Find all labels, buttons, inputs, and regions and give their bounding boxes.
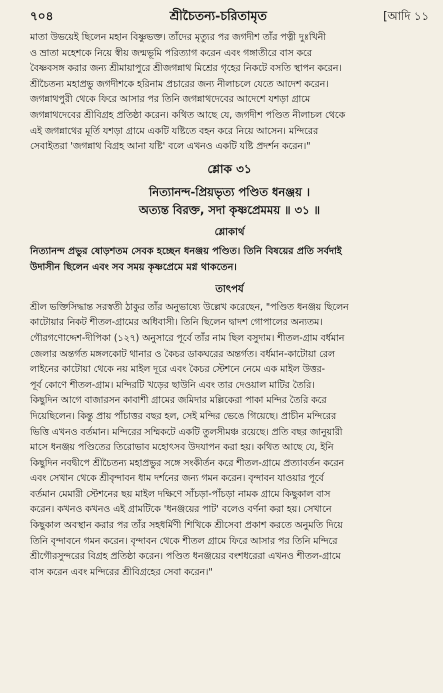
translation-block <box>30 244 429 276</box>
text-line: পূর্ব কোণে শীতল-গ্রাম। মন্দিরটি খড়ের ছাউনি এবং তার দেওয়াল মাটির তৈরি। <box>30 379 315 391</box>
intro-paragraph <box>30 30 429 155</box>
page-header <box>30 8 429 30</box>
text-line: কিছুদিন আগে বাজারসন কাবাশী গ্রামের জমিদার মল্লিকেরা পাকা মন্দির তৈরি করে <box>30 395 327 407</box>
text-line: এবং সেখান থেকে শ্রীবৃন্দাবন ধাম দর্শনের জন্য গমন করেন। বৃন্দাবন যাওয়ার পূর্বে <box>30 473 324 485</box>
text-line: শ্রীল ভক্তিসিদ্ধান্ত সরস্বতী ঠাকুর তাঁর অনুভাষ্যে উল্লেখ করেছেন, "পণ্ডিত ধনঞ্জয় ছিলেন <box>30 301 349 313</box>
text-line: কিছুকাল অবস্থান করার পর তাঁর সহধর্মিণী শিখিকে শ্রীসেবা প্রকাশ করতে অনুমতি দিয়ে <box>30 520 343 532</box>
chapter-reference: [আদি ১১ <box>383 9 429 23</box>
page-number: ৭০৪ <box>30 9 54 23</box>
verse-block <box>30 183 429 219</box>
text-line: বৈষ্ণবসঙ্গ করার জন্য শ্রীমায়াপুরে শ্রীজগন্নাথ মিশ্রের গৃহের নিকটে বসতি স্থাপন করেন। <box>30 63 342 75</box>
text-line: কাটোয়ার নিকট শীতল-গ্রামের অধিবাসী। তিনি ছিলেন দ্বাদশ গোপালের অন্যতম। <box>30 317 323 329</box>
text-line: শ্রীচৈতন্য মহাপ্রভু জগদীশকে হরিনাম প্রচারের জন্য নীলাচলে যেতে আদেশ করেন। <box>30 78 329 90</box>
text-line: জগন্নাথপুরী থেকে ফিরে আসার পর তিনি জগন্নাথদেবের আদেশে যশড়া গ্রামে <box>30 94 311 106</box>
text-line: জগন্নাথদেবের শ্রীবিগ্রহ প্রতিষ্ঠা করেন। কথিত আছে যে, জগদীশ পণ্ডিত নীলাচল থেকে <box>30 109 346 121</box>
verse-line: নিত্যানন্দ-প্রিয়ভৃত্য পণ্ডিত ধনঞ্জয় । <box>148 184 310 199</box>
text-line: ভিত্তি এখনও বর্তমান। মন্দিরের সম্মিকটে একটি তুলসীমঞ্চ রয়েছে। প্রতি বছর জানুয়ারী <box>30 426 343 438</box>
verse-heading: শ্লোক ৩১ <box>207 161 252 176</box>
text-line: শ্রীগৌরসুন্দরের বিগ্রহ প্রতিষ্ঠা করেন। পণ্ডিত ধনঞ্জয়ের বংশধরেরা এখনও শীতল-গ্রামে <box>30 551 341 563</box>
text-line: তিনি বৃন্দাবনে গমন করেন। বৃন্দাবন থেকে শীতল গ্রামে ফিরে আসার পর তিনি মন্দিরে <box>30 535 338 547</box>
text-line: কিছুদিন নবদ্বীপে শ্রীচৈতন্য মহাপ্রভুর সঙ্গে সংকীর্তন করে শীতল-গ্রামে প্রত্যাবর্তন করেন <box>30 457 345 469</box>
text-line: মাতা উভয়েই ছিলেন মহান বিষ্ণুভক্ত। তাঁদের মৃত্যুর পর জগদীশ তাঁর পত্নী দুঃখিনী <box>30 32 326 43</box>
text-line: সেবাইতরা 'জগন্নাথ বিগ্রহ আনা যষ্টি' বলে এখনও একটি যষ্টি প্রদর্শন করেন।" <box>30 141 311 153</box>
translation-line: নিত্যানন্দ প্রভুর ষোড়শতম সেবক হচ্ছেন ধনঞ্জয় পণ্ডিত। তিনি বিষয়ের প্রতি সর্বদাই <box>30 245 342 257</box>
text-line: মাসে ধনঞ্জয় পণ্ডিতের তিরোভাব মহোৎসব উদযাপন করা হয়। কথিত আছে যে, ইনি <box>30 442 334 454</box>
purport-heading: তাৎপর্য <box>215 283 244 295</box>
text-line: এই জগন্নাথের মূর্তি যশড়া গ্রামে একটি যষ্টিতে বহন করে নিয়ে আসেন। মন্দিরের <box>30 125 319 137</box>
text-line: দিয়েছিলেন। কিন্তু প্রায় পাঁচাত্তর বছর হল, সেই মন্দির ভেঙে গিয়েছে। প্রাচীন মন্দিরের <box>30 410 337 422</box>
verse-line: অত্যন্ত বিরক্ত, সদা কৃষ্ণপ্রেমময় ॥ ৩১ ॥ <box>138 202 321 217</box>
purport-paragraph <box>30 300 429 581</box>
running-title: শ্রীচৈতন্য-চরিতামৃত <box>169 8 267 23</box>
text-line: গৌরগণোদ্দেশ-দীপিকা (১২৭) অনুসারে পূর্বে তাঁর নাম ছিল বসুদাম। শীতল-গ্রাম বর্ধমান <box>30 332 345 344</box>
translation-heading: শ্লোকার্থ <box>214 226 245 238</box>
text-line: জেলার অন্তর্গত মঙ্গলকোট থানার ও কৈচর ডাকঘরের অন্তর্গত। বর্ধমান-কাটোয়া রেল <box>30 348 335 360</box>
text-line: লাইনের কাটোয়া থেকে নয় মাইল দূরে এবং কৈচর স্টেশনে নেমে এক মাইল উত্তর- <box>30 364 326 376</box>
text-line: বাস করেন এবং মন্দিরের শ্রীবিগ্রহের সেবা করেন।" <box>30 566 213 578</box>
text-line: ও ভ্রাতা মহেশকে নিয়ে স্বীয় জন্মভূমি পরিত্যাগ করেন এবং গঙ্গাতীরে বাস করে <box>30 47 312 59</box>
translation-line: উদাসীন ছিলেন এবং সব সময় কৃষ্ণপ্রেমে মগ্ন থাকতেন। <box>30 261 237 273</box>
text-line: করেন। কখনও কখনও এই গ্রামটিকে 'ধনঞ্জয়ের পাট' বলেও বর্ণনা করা হয়। সেখানে <box>30 504 332 516</box>
text-line: বর্তমান মেমারী স্টেশনের ছয় মাইল দক্ষিণে সাঁচড়া-পাঁচড়া নামক গ্রামে কিছুকাল বাস <box>30 488 331 500</box>
